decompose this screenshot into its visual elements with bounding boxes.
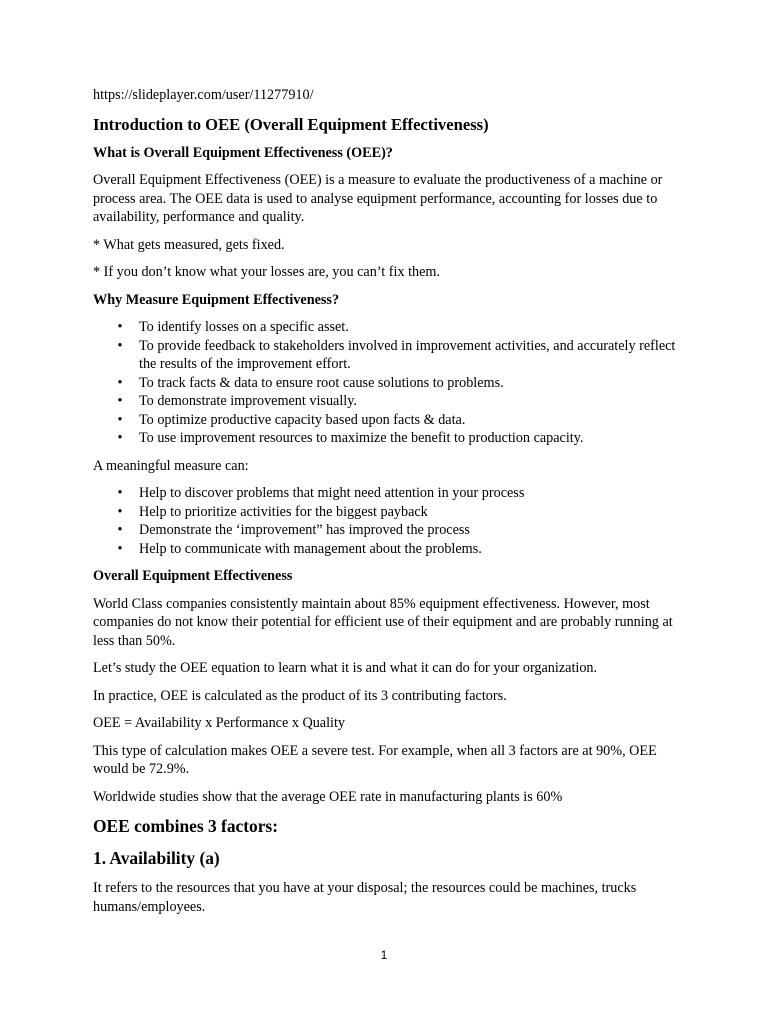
list-item-text: To identify losses on a specific asset.: [139, 319, 349, 335]
list-item: [117, 318, 693, 337]
list-item-text: To track facts & data to ensure root cause solutions to problems.: [139, 374, 504, 391]
bullet-icon: •: [117, 411, 123, 428]
page-number: 1: [380, 948, 388, 962]
list-item: [117, 392, 693, 411]
bullet-icon: •: [117, 319, 123, 335]
list-item: [117, 540, 693, 559]
list-item: [117, 521, 693, 540]
heading-why-measure: Why Measure Equipment Effectiveness?: [93, 291, 340, 308]
calculation-paragraph: In practice, OEE is calculated as the product of its 3 contributing factors.: [93, 687, 507, 704]
document-title: Introduction to OEE (Overall Equipment Effectiveness): [93, 114, 489, 134]
availability-paragraph: It refers to the resources that you have at your disposal; the resources could be machines, trucks humans/employees.: [93, 880, 637, 915]
world-class-paragraph: World Class companies consistently maintain about 85% equipment effectiveness. However, most companies do not know their potential for efficient use of their equipment and are probably running at less than 50%.: [93, 595, 673, 649]
reasons-list: [93, 318, 693, 448]
bullet-icon: •: [117, 485, 123, 501]
bullet-icon: •: [117, 540, 123, 557]
oee-equation: OEE = Availability x Performance x Quality: [93, 715, 346, 731]
study-equation-paragraph: Let’s study the OEE equation to learn what it is and what it can do for your organization.: [93, 660, 598, 676]
list-item-text: Help to discover problems that might need attention in your process: [139, 485, 525, 501]
quote-measured-fixed: * What gets measured, gets fixed.: [93, 236, 285, 253]
list-item: [117, 374, 693, 393]
bullet-icon: •: [117, 374, 123, 391]
source-url: https://slideplayer.com/user/11277910/: [93, 87, 314, 103]
heading-availability: 1. Availability (a): [93, 848, 220, 868]
list-item-text: To optimize productive capacity based upon facts & data.: [139, 411, 466, 428]
bullet-icon: •: [117, 393, 123, 409]
list-item-text: To demonstrate improvement visually.: [139, 393, 357, 409]
list-item-text: Help to communicate with management about the problems.: [139, 540, 482, 557]
heading-overall-equipment-effectiveness: Overall Equipment Effectiveness: [93, 568, 293, 584]
heading-what-is-oee: What is Overall Equipment Effectiveness (OEE)?: [93, 144, 393, 161]
list-item: [117, 503, 693, 522]
list-item: [117, 337, 693, 374]
severe-test-paragraph: This type of calculation makes OEE a severe test. For example, when all 3 factors are at 90%, OEE would be 72.9%.: [93, 742, 657, 777]
heading-oee-factors: OEE combines 3 factors:: [93, 816, 278, 836]
page-content: [93, 86, 693, 925]
bullet-icon: •: [117, 503, 123, 520]
bullet-icon: •: [117, 337, 123, 354]
quote-losses: * If you don’t know what your losses are, you can’t fix them.: [93, 264, 441, 280]
list-item: [117, 429, 693, 448]
bullet-icon: •: [117, 430, 123, 446]
worldwide-studies-paragraph: Worldwide studies show that the average OEE rate in manufacturing plants is 60%: [93, 788, 563, 805]
list-item: [117, 411, 693, 430]
list-item-text: Help to prioritize activities for the biggest payback: [139, 503, 428, 520]
list-item-text: To provide feedback to stakeholders involved in improvement activities, and accurately reflect the results of the improvement effort.: [139, 337, 676, 372]
bullet-icon: •: [117, 522, 123, 538]
measure-list: [93, 484, 693, 558]
list-item-text: Demonstrate the ‘improvement” has improved the process: [139, 522, 470, 538]
list-item: [117, 484, 693, 503]
list-item-text: To use improvement resources to maximize the benefit to production capacity.: [139, 430, 584, 446]
oee-definition-paragraph: Overall Equipment Effectiveness (OEE) is a measure to evaluate the productiveness of a machine or process area. The OEE data is used to analyse equipment performance, accounting for losses due to availability, performance and quality.: [93, 172, 663, 225]
measure-intro: A meaningful measure can:: [93, 457, 249, 474]
